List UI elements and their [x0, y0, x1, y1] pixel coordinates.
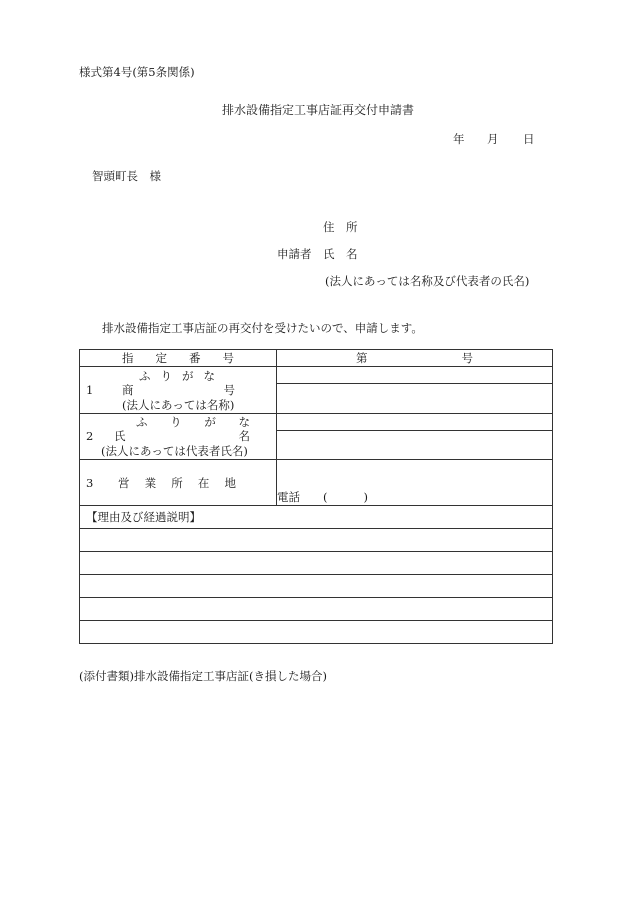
designation-char: 定: [155, 351, 167, 365]
furigana-char: な: [238, 415, 250, 429]
trade-name-furigana-input[interactable]: [277, 367, 553, 384]
date-month: 月: [487, 132, 499, 146]
applicant-role-label: 申請者: [277, 247, 312, 261]
application-statement: 排水設備指定工事店証の再交付を受けたいので、申請します。: [102, 321, 423, 335]
name-label-right: 名: [238, 429, 250, 443]
applicant-address-label: 住 所: [323, 220, 358, 234]
name-furigana-row: [80, 414, 553, 431]
furigana-char: が: [182, 368, 194, 383]
date-day: 日: [523, 132, 535, 146]
applicant-note: (法人にあっては名称及び代表者の氏名): [325, 274, 530, 288]
reason-line-input[interactable]: [80, 575, 553, 598]
reason-line: [80, 598, 553, 621]
phone-label: 電話: [277, 490, 300, 504]
reason-header-row: [80, 506, 553, 529]
name-input[interactable]: [277, 431, 553, 460]
application-table: [79, 349, 553, 644]
designation-prefix: 第: [356, 351, 368, 365]
reason-header: 【理由及び経過説明】: [80, 506, 553, 529]
document-title: 排水設備指定工事店証再交付申請書: [222, 103, 415, 117]
furigana-char: な: [203, 368, 215, 383]
phone-open: (: [323, 490, 328, 504]
phone-close: ): [363, 490, 368, 504]
furigana-char: ふ: [139, 368, 151, 383]
office-char: 在: [197, 475, 210, 490]
designation-char: 号: [222, 351, 234, 365]
reason-line: [80, 529, 553, 552]
office-row: [80, 460, 553, 506]
name-label-left: 氏: [114, 429, 126, 443]
designation-value-cell[interactable]: [277, 350, 553, 367]
trade-name-label-left: 商: [122, 382, 134, 397]
furigana-char: ふ: [136, 415, 148, 429]
designation-suffix: 号: [461, 351, 473, 365]
form-number: 様式第4号(第5条関係): [79, 65, 195, 79]
trade-name-number: 1: [86, 382, 94, 397]
reason-line: [80, 552, 553, 575]
name-number: 2: [86, 429, 94, 443]
applicant-name-label: 氏 名: [323, 247, 358, 261]
office-number: 3: [86, 475, 94, 490]
reason-line: [80, 575, 553, 598]
office-input[interactable]: [277, 460, 553, 506]
trade-name-label-right: 号: [223, 382, 235, 397]
trade-name-input[interactable]: [277, 384, 553, 414]
trade-name-furigana-row: [80, 367, 553, 384]
furigana-char: が: [204, 415, 216, 429]
furigana-char: り: [170, 415, 182, 429]
reason-line-input[interactable]: [80, 552, 553, 575]
office-char: 所: [171, 475, 183, 490]
name-label-cell: [80, 414, 277, 460]
designation-label-cell: [80, 350, 277, 367]
reason-line-input[interactable]: [80, 621, 553, 644]
reason-line: [80, 621, 553, 644]
designation-char: 指: [122, 351, 134, 365]
reason-line-input[interactable]: [80, 598, 553, 621]
addressee: 智頭町長 様: [92, 169, 161, 183]
designation-char: 番: [189, 351, 201, 365]
trade-name-note: (法人にあっては名称): [122, 397, 235, 412]
reason-line-input[interactable]: [80, 529, 553, 552]
name-furigana-input[interactable]: [277, 414, 553, 431]
office-char: 地: [224, 475, 236, 490]
attachment-note: (添付書類)排水設備指定工事店証(き損した場合): [79, 669, 327, 683]
designation-row: [80, 350, 553, 367]
furigana-char: り: [160, 368, 172, 383]
office-char: 営: [118, 475, 130, 490]
name-note: (法人にあっては代表者氏名): [101, 444, 248, 458]
office-label-cell: [80, 460, 277, 506]
trade-name-label-cell: [80, 367, 277, 414]
office-char: 業: [144, 475, 157, 490]
date-year: 年: [453, 132, 465, 146]
